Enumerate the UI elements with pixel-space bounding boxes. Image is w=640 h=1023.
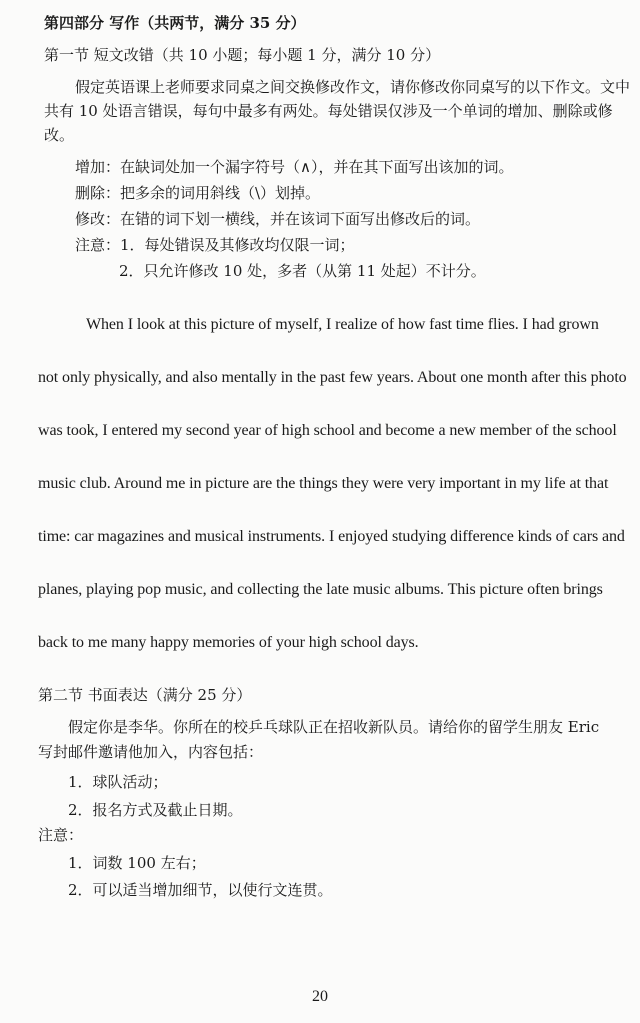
page-number: 20 (312, 988, 328, 1005)
note-label: 注意： (38, 826, 84, 844)
content-item-2: 2．报名方式及截止日期。 (68, 801, 243, 819)
intro-line-2: 共有 10 处语言错误，每句中最多有两处。每处错误仅涉及一个单词的增加、删除或修 (44, 102, 613, 120)
note-item-1: 1．词数 100 左右； (68, 854, 206, 872)
rule-note-2: 2．只允许修改 10 处，多者（从第 11 处起）不计分。 (119, 262, 486, 280)
content-item-1: 1．球队活动； (68, 773, 168, 791)
passage-line-7: back to me many happy memories of your high school days. (38, 634, 419, 651)
passage-line-5: time: car magazines and musical instruments. I enjoyed studying difference kinds of cars and (38, 528, 625, 545)
passage-line-2: not only physically, and also mentally in the past few years. About one month after this photo (38, 369, 627, 386)
task-line-1: 假定你是李华。你所在的校乒乓球队正在招收新队员。请给你的留学生朋友 Eric (68, 718, 600, 736)
note-item-2: 2．可以适当增加细节，以使行文连贯。 (68, 881, 333, 899)
passage-line-4: music club. Around me in picture are the things they were very important in my life at that (38, 475, 609, 492)
rule-delete: 删除：把多余的词用斜线（\）划掉。 (75, 184, 321, 202)
rule-add: 增加：在缺词处加一个漏字符号（∧），并在其下面写出该加的词。 (75, 158, 514, 176)
passage-line-1: When I look at this picture of myself, I realize of how fast time flies. I had grown (86, 316, 599, 333)
passage-line-6: planes, playing pop music, and collecting the late music albums. This picture often brings (38, 581, 603, 598)
intro-line-3: 改。 (44, 126, 75, 144)
intro-line-1: 假定英语课上老师要求同桌之间交换修改作文，请你修改你同桌写的以下作文。文中 (75, 78, 631, 96)
rule-modify: 修改：在错的词下划一横线，并在该词下面写出修改后的词。 (75, 210, 481, 228)
task-line-2: 写封邮件邀请他加入，内容包括： (38, 743, 264, 761)
section2-title: 第二节 书面表达（满分 25 分） (38, 686, 252, 704)
section1-title: 第一节 短文改错（共 10 小题；每小题 1 分，满分 10 分） (44, 46, 441, 64)
rule-note-1: 注意：1．每处错误及其修改均仅限一词； (75, 236, 355, 254)
passage-line-3: was took, I entered my second year of high school and become a new member of the school (38, 422, 617, 439)
part4-title: 第四部分 写作（共两节，满分 35 分） (44, 14, 306, 32)
